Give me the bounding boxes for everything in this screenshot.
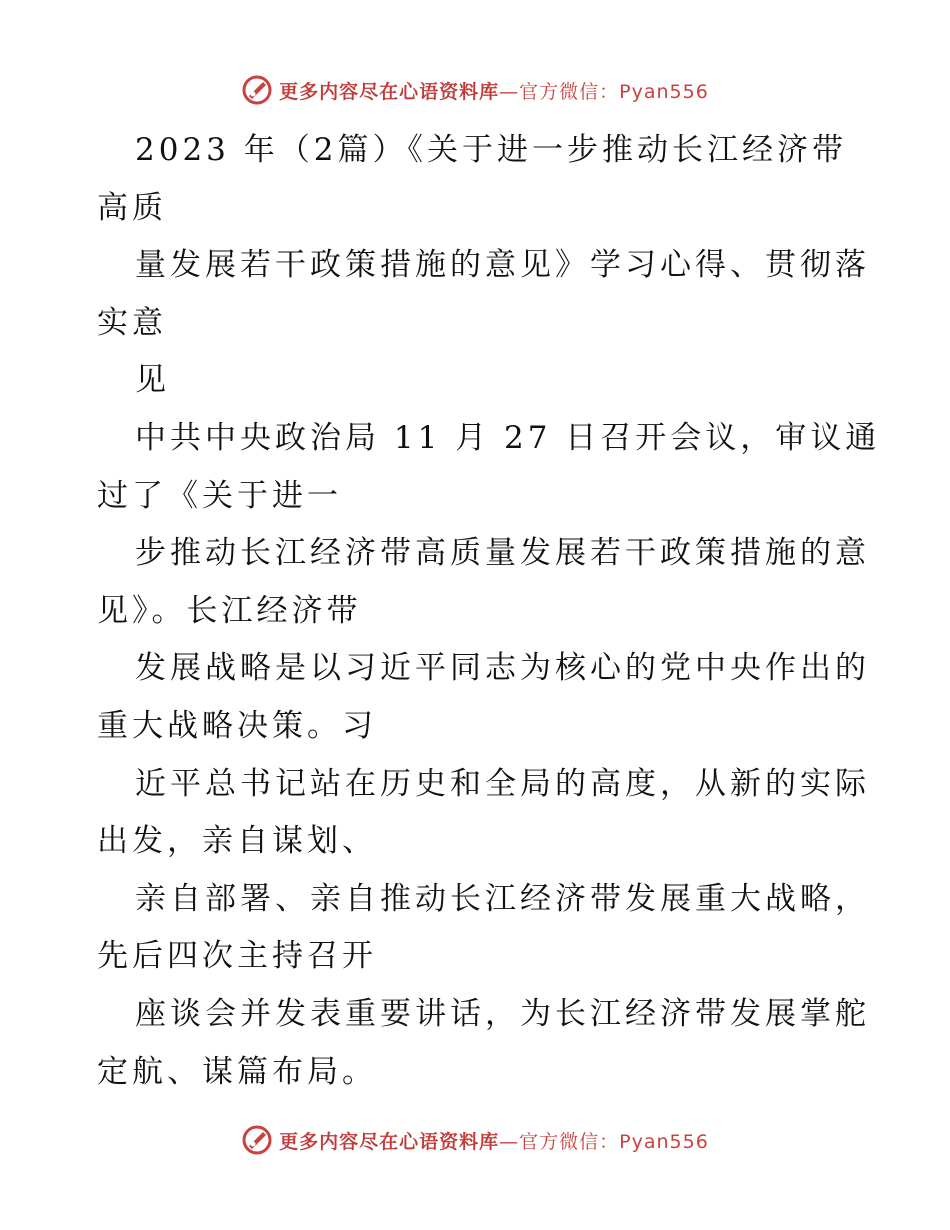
watermark-text [279, 77, 709, 104]
document-line: 实意 [97, 304, 167, 341]
document-line: 步推动长江经济带高质量发展若干政策措施的意 [135, 535, 870, 572]
document-body [97, 122, 881, 1101]
document-line: 发展战略是以习近平同志为核心的党中央作出的 [135, 650, 870, 687]
seal-logo-icon [241, 74, 273, 106]
document-line: 先后四次主持召开 [97, 938, 377, 975]
document-line: 量发展若干政策措施的意见》学习心得、贯彻落 [135, 247, 870, 284]
watermark-brand: 更多内容尽在心语资料库 [279, 80, 500, 103]
document-line: 定航、谋篇布局。 [97, 1053, 377, 1090]
document-line: 过了《关于进一 [97, 477, 342, 514]
watermark-brand: 更多内容尽在心语资料库 [279, 1130, 500, 1153]
document-line: 近平总书记站在历史和全局的高度，从新的实际 [135, 765, 870, 802]
document-line: 亲自部署、亲自推动长江经济带发展重大战略， [135, 880, 870, 917]
document-line: 重大战略决策。习 [97, 707, 377, 744]
document-line: 见》。长江经济带 [97, 592, 362, 629]
document-line: 出发，亲自谋划、 [97, 823, 377, 860]
document-line: 高质 [97, 189, 167, 226]
document-line: 2023 年（2篇）《关于进一步推动长江经济带 [135, 132, 847, 168]
footer-watermark [0, 1120, 950, 1160]
document-line: 中共中央政治局 11 月 27 日召开会议，审议通 [135, 419, 881, 456]
watermark-contact: 官方微信：Pyan556 [519, 80, 709, 103]
document-line: 见 [135, 362, 170, 399]
watermark-separator: — [499, 1130, 520, 1153]
watermark-contact: 官方微信：Pyan556 [519, 1130, 709, 1153]
watermark-separator: — [499, 80, 520, 103]
watermark-text [279, 1127, 709, 1154]
seal-logo-icon [241, 1124, 273, 1156]
document-line: 座谈会并发表重要讲话，为长江经济带发展掌舵 [135, 995, 870, 1032]
header-watermark [0, 70, 950, 110]
